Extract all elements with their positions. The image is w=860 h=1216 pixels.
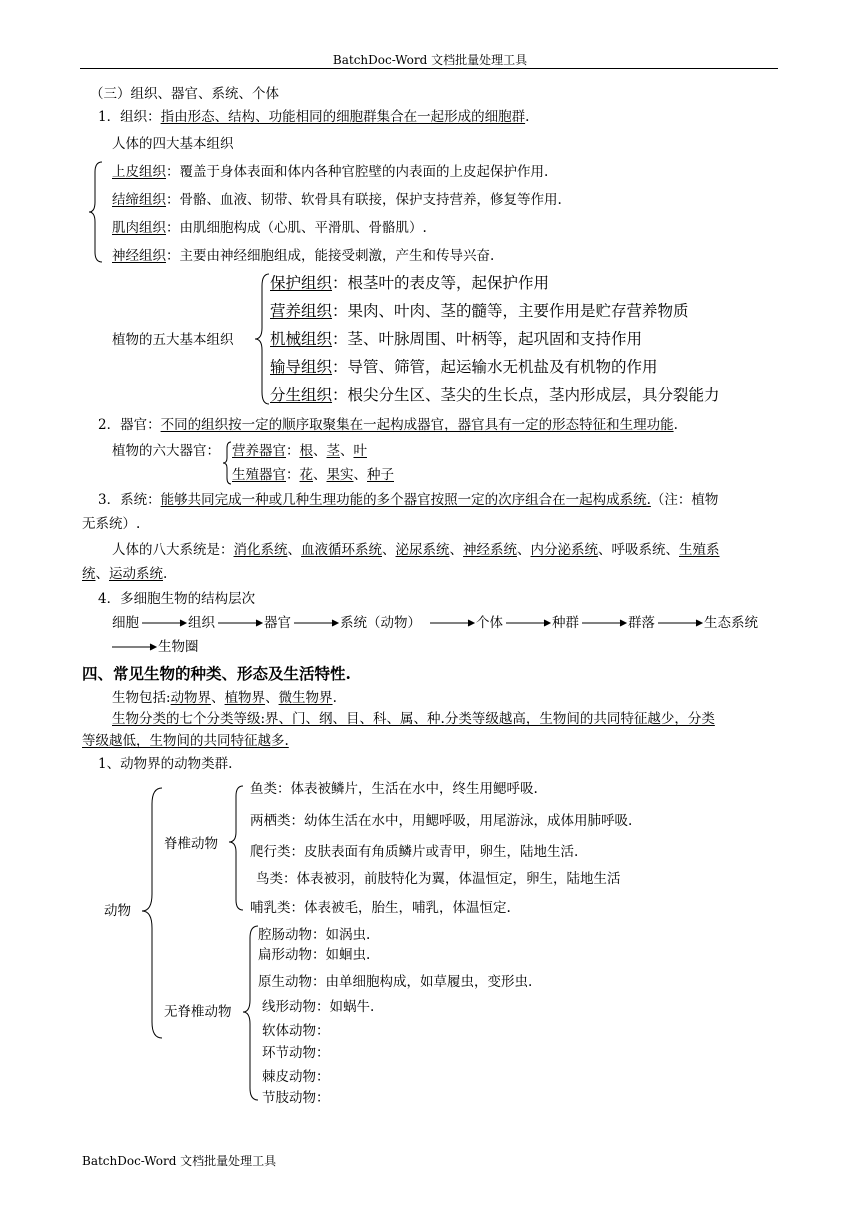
classification-line2: 等级越低，生物间的共同特征越多. [82,733,289,749]
level-item: 系统（动物） [340,615,421,631]
human-systems-line: 人体的八大系统是：消化系统、血液循环系统、泌尿系统、神经系统、内分泌系统、呼吸系统、生殖系 [112,542,720,558]
arrow-icon [142,620,186,626]
kingdoms-line: 生物包括:动物界、植物界、微生物界. [112,690,337,706]
invertebrate-item: 节肢动物： [262,1090,330,1106]
invertebrate-item: 环节动物： [262,1045,330,1061]
page-header: BatchDoc-Word 文档批量处理工具 [332,53,528,67]
level-item: 生态系统 [704,615,758,631]
human-tissue-item: 上皮组织：覆盖于身体表面和体内各种官腔壁的内表面的上皮起保护作用. [112,164,549,180]
level-item: 群落 [628,615,655,631]
page-footer: BatchDoc-Word 文档批量处理工具 [82,1154,277,1168]
arrow-icon [506,620,550,626]
organ-definition: 2．器官：不同的组织按一定的顺序取聚集在一起构成器官，器官具有一定的形态特征和生理功能. [98,417,678,433]
level-item: 细胞 [112,615,139,631]
level-item: 组织 [188,615,215,631]
human-systems-line2: 统、运动系统. [82,566,168,582]
human-tissue-item: 结缔组织：骨骼、血液、韧带、软骨具有联接，保护支持营养，修复等作用. [112,192,562,208]
section-title: （三）组织、器官、系统、个体 [90,86,279,102]
vertebrate-item: 哺乳类：体表被毛，胎生，哺乳，体温恒定. [250,900,511,916]
system-definition: 3．系统：能够共同完成一种或几种生理功能的多个器官按照一定的次序组合在一起构成系统.（注：植物 [98,492,719,508]
plant-tissue-item: 保护组织：根茎叶的表皮等，起保护作用 [270,274,550,292]
arrow-icon [294,620,338,626]
invertebrate-item: 线形动物：如蜗牛. [262,999,375,1015]
arrow-icon [430,620,474,626]
plant-tissue-item: 营养组织：果肉、叶肉、茎的髓等，主要作用是贮存营养物质 [270,302,689,320]
vertebrate-item: 两栖类：幼体生活在水中，用鳃呼吸，用尾游泳，成体用肺呼吸. [250,813,633,829]
human-tissue-item: 肌肉组织：由肌细胞构成（心肌、平滑肌、骨骼肌）. [112,220,427,236]
level-item: 种群 [552,615,579,631]
plant-tissue-item: 输导组织：导管、筛管，起运输水无机盐及有机物的作用 [270,358,658,376]
animal-root-brace [138,786,168,1040]
vertebrate-label: 脊椎动物 [164,836,218,852]
invertebrate-label: 无脊椎动物 [164,1004,232,1020]
arrow-icon [112,644,156,650]
reproduction-organs: 生殖器官：花、果实、种子 [232,467,394,483]
level-item: 器官 [264,615,291,631]
human-tissues-title: 人体的四大基本组织 [112,136,234,152]
invertebrate-item: 腔肠动物：如涡虫. [258,927,371,943]
nutrition-organs: 营养器官：根、茎、叶 [232,443,367,459]
system-note: 无系统）. [82,516,141,532]
plant-organs-title: 植物的六大器官： [112,443,220,459]
vertebrate-brace [226,784,246,914]
levels-title: 4．多细胞生物的结构层次 [98,591,256,607]
level-item: 个体 [476,615,503,631]
plant-tissue-item: 分生组织：根尖分生区、茎尖的生长点，茎内形成层，具分裂能力 [270,386,720,404]
plant-tissue-item: 机械组织：茎、叶脉周围、叶柄等，起巩固和支持作用 [270,330,643,348]
tissue-definition: 1．组织：指由形态、结构、功能相同的细胞群集合在一起形成的细胞群. [98,109,530,125]
level-item: 生物圈 [158,639,199,655]
invertebrate-item: 棘皮动物： [262,1069,330,1085]
arrow-icon [582,620,626,626]
plant-tissues-title: 植物的五大基本组织 [112,332,234,348]
human-tissue-item: 神经组织：主要由神经细胞组成，能接受刺激，产生和传导兴奋. [112,248,495,264]
invertebrate-item: 软体动物： [262,1023,330,1039]
invertebrate-item: 原生动物：由单细胞构成，如草履虫，变形虫. [258,974,533,990]
vertebrate-item: 鸟类：体表被羽，前肢特化为翼，体温恒定，卵生，陆地生活 [256,871,621,887]
arrow-icon [218,620,262,626]
animals-title: 1、动物界的动物类群. [98,756,233,772]
animal-root: 动物 [104,903,131,919]
classification-line1: 生物分类的七个分类等级:界、门、纲、目、科、属、种.分类等级越高，生物间的共同特征越少，分类 [112,711,715,727]
arrow-icon [658,620,702,626]
invertebrate-item: 扁形动物：如蛔虫. [258,947,371,963]
section-title-4: 四、常见生物的种类、形态及生活特性. [82,664,351,683]
vertebrate-item: 鱼类：体表被鳞片，生活在水中，终生用鳃呼吸. [250,781,538,797]
vertebrate-item: 爬行类：皮肤表面有角质鳞片或青甲，卵生，陆地生活. [250,844,579,860]
